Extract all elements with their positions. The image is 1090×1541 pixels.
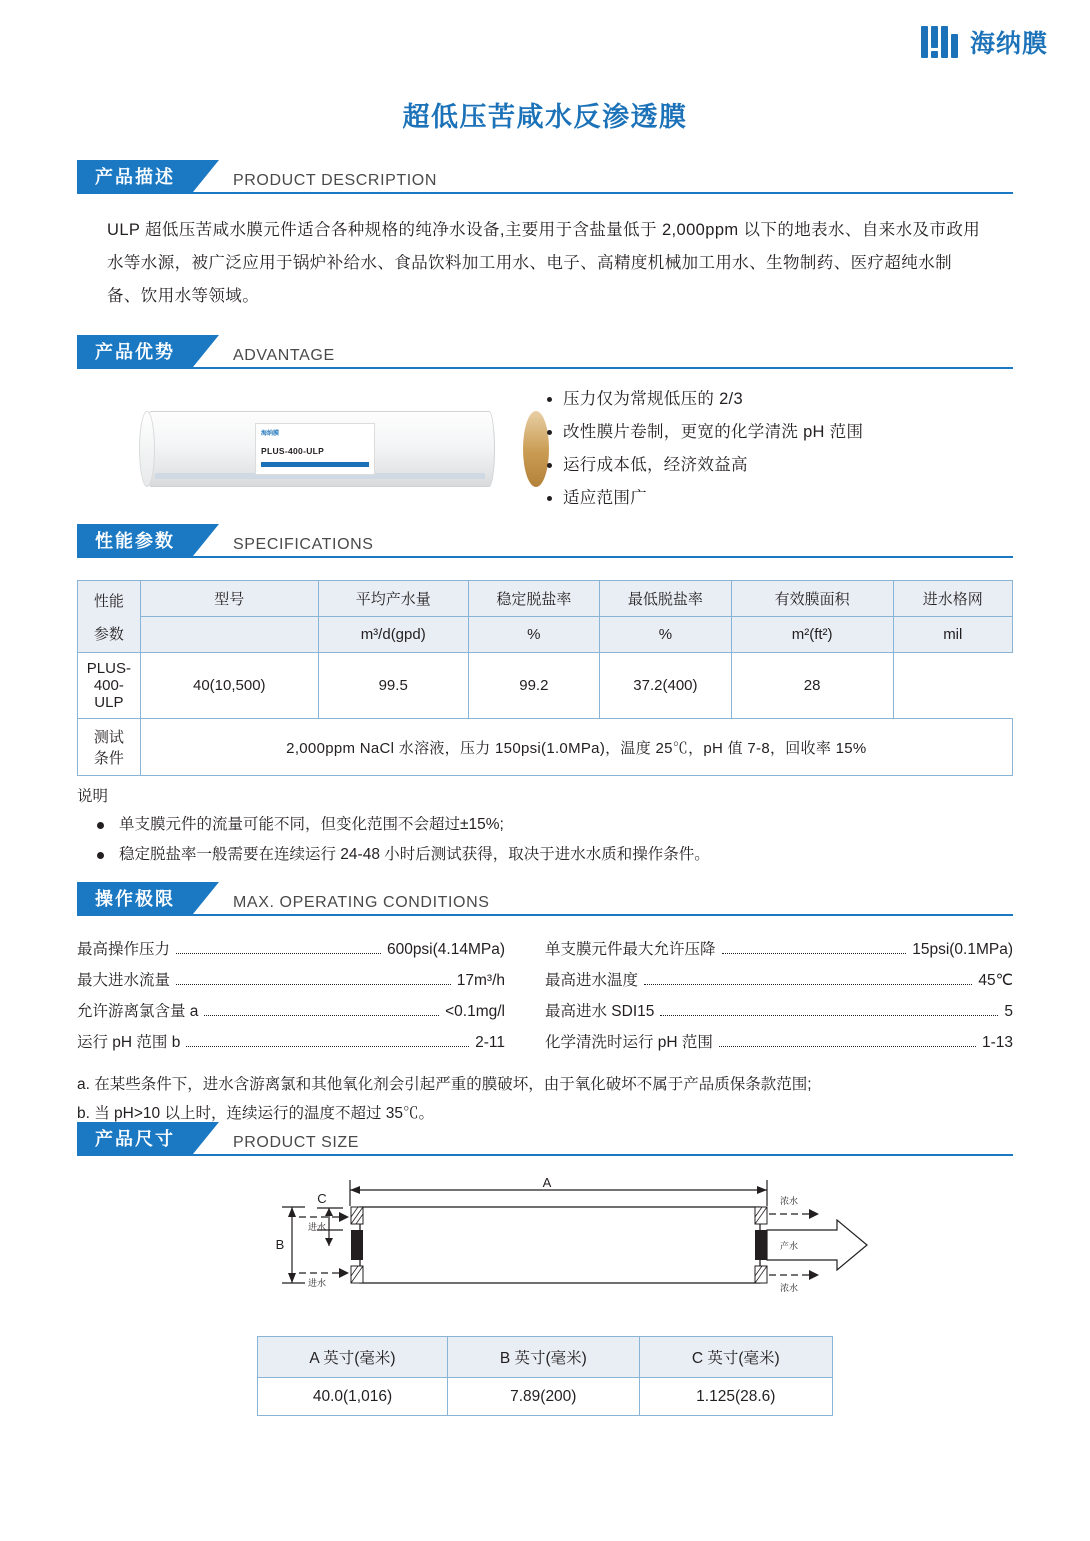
section-title-en: ADVANTAGE bbox=[233, 347, 335, 364]
section-divider bbox=[77, 1154, 1013, 1156]
table-row bbox=[78, 719, 1013, 776]
brand-name: 海纳膜 bbox=[969, 30, 1048, 58]
section-divider bbox=[77, 556, 1013, 558]
advantage-content bbox=[77, 383, 1013, 515]
size-table bbox=[257, 1336, 833, 1416]
value-min-rejection: 99.2 bbox=[468, 653, 600, 719]
column-unit-flow: m³/d(gpd) bbox=[318, 617, 468, 653]
column-unit-area: m²(ft²) bbox=[731, 617, 893, 653]
test-condition-label-line1: 测试 bbox=[93, 729, 124, 746]
spec-value: <0.1mg/l bbox=[445, 1003, 505, 1020]
section-header bbox=[77, 160, 1013, 192]
value-area: 37.2(400) bbox=[600, 653, 732, 719]
section-product-size bbox=[77, 1122, 1013, 1416]
section-title-cn: 产品优势 bbox=[77, 335, 193, 367]
section-header bbox=[77, 335, 1013, 367]
spec-label: 运行 pH 范围 b bbox=[77, 1034, 181, 1051]
section-tab-arrow bbox=[193, 160, 219, 192]
diagram-label-feed-bottom: 进水 bbox=[307, 1278, 327, 1288]
table-row bbox=[78, 617, 1013, 653]
section-product-description bbox=[77, 160, 1013, 313]
product-size-diagram bbox=[77, 1174, 1013, 1324]
list-item: 稳定脱盐率一般需要在连续运行 24-48 小时后测试获得，取决于进水水质和操作条件。 bbox=[77, 840, 1013, 870]
spec-value: 15psi(0.1MPa) bbox=[912, 941, 1013, 958]
spec-label: 允许游离氯含量 a bbox=[77, 1003, 199, 1020]
spec-value: 600psi(4.14MPa) bbox=[386, 941, 505, 958]
column-header-min-rejection: 最低脱盐率 bbox=[600, 581, 732, 617]
section-tab-arrow bbox=[193, 335, 219, 367]
diagram-label-concentrate-bottom: 浓水 bbox=[779, 1283, 799, 1293]
spec-row-header-line2: 参数 bbox=[93, 625, 124, 643]
diagram-label-concentrate-top: 浓水 bbox=[779, 1196, 799, 1206]
size-column-b: B 英寸(毫米) bbox=[447, 1337, 639, 1378]
list-item: 单支膜元件的流量可能不同，但变化范围不会超过±15%; bbox=[77, 810, 1013, 840]
spec-line bbox=[545, 934, 1013, 965]
section-specifications bbox=[77, 524, 1013, 870]
advantage-list bbox=[545, 383, 863, 515]
size-value-a: 40.0(1,016) bbox=[258, 1378, 448, 1416]
notes-list bbox=[77, 810, 1013, 870]
leader-dots bbox=[644, 984, 972, 985]
section-title-en: MAX. OPERATING CONDITIONS bbox=[233, 894, 490, 911]
column-header-area: 有效膜面积 bbox=[731, 581, 893, 617]
section-title-cn: 操作极限 bbox=[77, 882, 193, 914]
leader-dots bbox=[186, 1046, 469, 1047]
spec-row-header-line1: 性能 bbox=[93, 592, 124, 610]
value-stable-rejection: 99.5 bbox=[318, 653, 468, 719]
section-title-cn: 产品描述 bbox=[77, 160, 193, 192]
spec-label: 最高操作压力 bbox=[77, 941, 171, 958]
brand-logo bbox=[920, 22, 1048, 62]
table-row bbox=[78, 653, 1013, 719]
product-photo bbox=[105, 389, 545, 509]
test-conditions: 2,000ppm NaCl 水溶液，压力 150psi(1.0MPa)，温度 25℃，pH 值 7-8，回收率 15% bbox=[140, 719, 1012, 776]
column-header-flow: 平均产水量 bbox=[318, 581, 468, 617]
size-column-c: C 英寸(毫米) bbox=[639, 1337, 832, 1378]
spec-value: 1-13 bbox=[981, 1034, 1013, 1051]
section-operating-conditions bbox=[77, 882, 1013, 1128]
spec-value: 45℃ bbox=[978, 972, 1013, 989]
section-title-en: PRODUCT DESCRIPTION bbox=[233, 172, 438, 189]
list-item: 改性膜片卷制，更宽的化学清洗 pH 范围 bbox=[545, 416, 863, 449]
leader-dots bbox=[660, 1015, 998, 1016]
section-advantage bbox=[77, 335, 1013, 515]
notes-title: 说明 bbox=[77, 788, 109, 805]
operating-left-column bbox=[77, 934, 545, 1058]
spec-line bbox=[77, 996, 505, 1027]
dimension-drawing bbox=[77, 1174, 1013, 1324]
value-feed-spacer: 28 bbox=[731, 653, 893, 719]
membrane-label-bar bbox=[261, 462, 369, 467]
spec-line bbox=[77, 1027, 505, 1058]
size-column-a: A 英寸(毫米) bbox=[258, 1337, 448, 1378]
section-title-cn: 产品尺寸 bbox=[77, 1122, 193, 1154]
hainamo-logo-icon bbox=[920, 22, 960, 62]
section-divider bbox=[77, 367, 1013, 369]
membrane-label-brand: 海纳膜 bbox=[261, 431, 280, 437]
column-header-stable-rejection: 稳定脱盐率 bbox=[468, 581, 600, 617]
table-row bbox=[258, 1378, 833, 1416]
label-C: C bbox=[317, 1191, 327, 1206]
section-tab-arrow bbox=[193, 882, 219, 914]
table-row bbox=[258, 1337, 833, 1378]
column-unit-min-rejection: % bbox=[600, 617, 732, 653]
footnote-b: b. 当 pH>10 以上时，连续运行的温度不超过 35℃。 bbox=[77, 1105, 435, 1122]
operating-conditions-grid bbox=[77, 934, 1013, 1058]
section-header bbox=[77, 1122, 1013, 1154]
spec-label: 化学清洗时运行 pH 范围 bbox=[545, 1034, 713, 1051]
section-title-cn: 性能参数 bbox=[77, 524, 193, 556]
leader-dots bbox=[204, 1015, 439, 1016]
table-row bbox=[78, 581, 1013, 617]
spec-label: 最大进水流量 bbox=[77, 972, 171, 989]
section-divider bbox=[77, 192, 1013, 194]
diagram-label-feed-top: 进水 bbox=[307, 1222, 327, 1232]
list-item: 运行成本低，经济效益高 bbox=[545, 449, 863, 482]
operating-right-column bbox=[545, 934, 1013, 1058]
column-header-feed-spacer: 进水格网 bbox=[893, 581, 1012, 617]
label-A: A bbox=[542, 1175, 552, 1190]
section-header bbox=[77, 882, 1013, 914]
spec-line bbox=[545, 996, 1013, 1027]
column-unit-model bbox=[140, 617, 318, 653]
membrane-left-cap bbox=[139, 411, 155, 487]
section-title-en: SPECIFICATIONS bbox=[233, 536, 374, 553]
leader-dots bbox=[176, 984, 451, 985]
section-tab-arrow bbox=[193, 524, 219, 556]
list-item: 压力仅为常规低压的 2/3 bbox=[545, 383, 863, 416]
spec-value: 2-11 bbox=[475, 1034, 505, 1051]
column-unit-stable-rejection: % bbox=[468, 617, 600, 653]
value-flow: 40(10,500) bbox=[140, 653, 318, 719]
size-value-c: 1.125(28.6) bbox=[639, 1378, 832, 1416]
membrane-label bbox=[255, 423, 375, 475]
list-item: 适应范围广 bbox=[545, 482, 863, 515]
label-B: B bbox=[275, 1237, 285, 1252]
leader-dots bbox=[722, 953, 907, 954]
page-title: 超低压苦咸水反渗透膜 bbox=[402, 102, 688, 132]
leader-dots bbox=[176, 953, 381, 954]
section-title-en: PRODUCT SIZE bbox=[233, 1134, 360, 1151]
spec-label: 最高进水 SDI15 bbox=[545, 1003, 655, 1020]
spec-value: 17m³/h bbox=[456, 972, 505, 989]
test-condition-label-line2: 条件 bbox=[93, 750, 124, 767]
spec-row-header bbox=[78, 581, 141, 653]
section-header bbox=[77, 524, 1013, 556]
value-model: PLUS-400-ULP bbox=[78, 653, 141, 719]
section-tab-arrow bbox=[193, 1122, 219, 1154]
spec-line bbox=[545, 965, 1013, 996]
description-body: ULP 超低压苦咸水膜元件适合各种规格的纯净水设备,主要用于含盐量低于 2,000ppm 以下的地表水、自来水及市政用水等水源，被广泛应用于锅炉补给水、食品饮料加工用水、电子、高精度机械加工用水、生物制药、医疗超纯水制备、饮用水等领域。 bbox=[107, 221, 981, 305]
membrane-label-model: PLUS-400-ULP bbox=[261, 446, 325, 456]
operating-footnotes bbox=[77, 1070, 1013, 1128]
spec-value: 5 bbox=[1004, 1003, 1013, 1020]
spec-line bbox=[77, 934, 505, 965]
spec-line bbox=[545, 1027, 1013, 1058]
test-condition-label bbox=[78, 719, 141, 776]
specifications-table bbox=[77, 580, 1013, 776]
footnote-a: a. 在某些条件下，进水含游离氯和其他氧化剂会引起严重的膜破坏，由于氧化破坏不属于产品质保条款范围; bbox=[77, 1076, 812, 1093]
spec-label: 最高进水温度 bbox=[545, 972, 639, 989]
column-header-model: 型号 bbox=[140, 581, 318, 617]
leader-dots bbox=[719, 1046, 976, 1047]
spec-line bbox=[77, 965, 505, 996]
spec-label: 单支膜元件最大允许压降 bbox=[545, 941, 716, 958]
diagram-label-permeate: 产水 bbox=[779, 1241, 799, 1251]
size-value-b: 7.89(200) bbox=[447, 1378, 639, 1416]
section-divider bbox=[77, 914, 1013, 916]
column-unit-feed-spacer: mil bbox=[893, 617, 1012, 653]
